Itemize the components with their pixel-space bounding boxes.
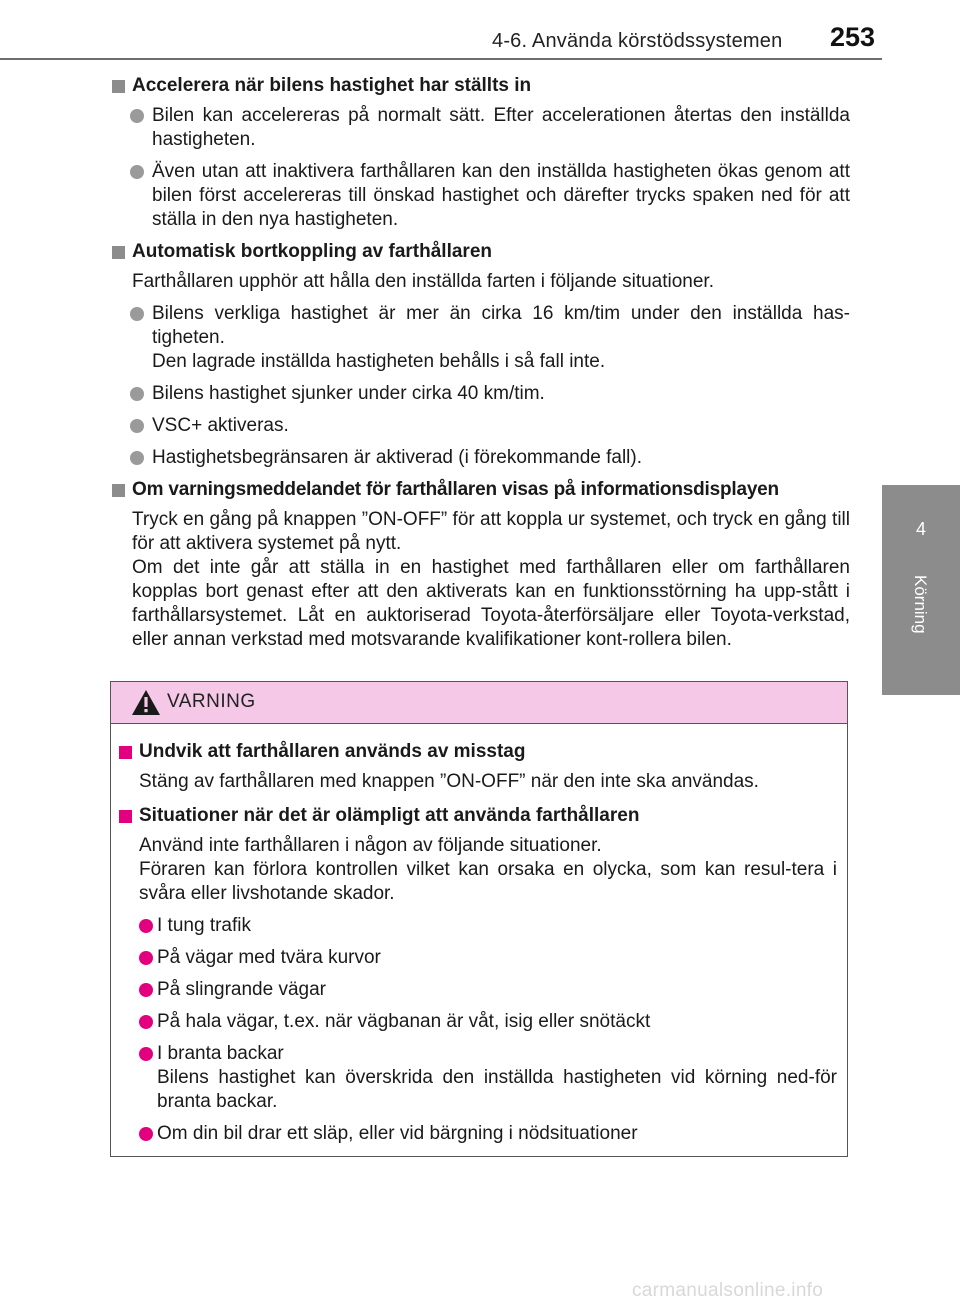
section-heading xyxy=(110,478,850,502)
section-heading xyxy=(110,240,850,264)
list-item xyxy=(111,914,847,938)
circle-bullet-icon xyxy=(130,419,144,433)
header-divider xyxy=(0,58,882,60)
paragraph-text: Föraren kan förlora kontrollen vilket kan orsaka en olycka, som kan resul-tera i svåra eller livshotande skador. xyxy=(139,859,837,904)
circle-bullet-icon xyxy=(139,919,153,933)
chapter-label: Körning xyxy=(911,575,930,634)
circle-bullet-icon xyxy=(130,165,144,179)
warning-triangle-icon xyxy=(131,689,161,716)
list-item xyxy=(111,1010,847,1034)
list-item xyxy=(110,382,850,406)
circle-bullet-icon xyxy=(139,1015,153,1029)
list-item xyxy=(111,946,847,970)
warning-paragraph xyxy=(111,834,847,906)
list-item-text: I branta backar xyxy=(157,1043,284,1064)
list-item-text: På slingrande vägar xyxy=(157,979,326,1000)
list-item-text: På hala vägar, t.ex. när vägbanan är våt, isig eller snötäckt xyxy=(157,1011,651,1032)
square-bullet-icon xyxy=(112,80,125,93)
page-header xyxy=(0,0,960,64)
list-item xyxy=(110,160,850,232)
warning-box xyxy=(110,681,848,1157)
list-item-text: I tung trafik xyxy=(157,915,251,936)
section-paragraph xyxy=(110,508,850,652)
warning-paragraph: Stäng av farthållaren med knappen ”ON-OFF” när den inte ska användas. xyxy=(139,771,759,792)
list-item-note: Den lagrade inställda hastigheten behålls i så fall inte. xyxy=(152,351,606,372)
list-item xyxy=(111,1042,847,1114)
list-item xyxy=(111,1122,847,1146)
chapter-title: 4-6. Använda körstödssystemen xyxy=(492,30,783,52)
list-item xyxy=(110,414,850,438)
watermark: carmanualsonline.info xyxy=(632,1280,824,1301)
circle-bullet-icon xyxy=(130,307,144,321)
circle-bullet-icon xyxy=(130,387,144,401)
page-number: 253 xyxy=(830,22,876,52)
section-title: Accelerera när bilens hastighet har ställts in xyxy=(132,75,532,96)
list-item xyxy=(110,446,850,470)
list-item-text: Bilens hastighet sjunker under cirka 40 km/tim. xyxy=(152,383,545,404)
chapter-number: 4 xyxy=(915,519,926,539)
circle-bullet-icon xyxy=(139,951,153,965)
paragraph-text: Tryck en gång på knappen ”ON-OFF” för att koppla ur systemet, och tryck en gång till för att aktivera systemet på nytt. xyxy=(132,509,850,554)
list-item-text: Bilens verkliga hastighet är mer än cirka 16 km/tim under den inställda has-tigheten. xyxy=(152,303,850,348)
paragraph-text: Använd inte farthållaren i någon av följande situationer. xyxy=(139,835,602,856)
list-item-text: Även utan att inaktivera farthållaren kan den inställda hastigheten ökas genom att bilen först accelereras till önskad hastighet och därefter trycks spaken ned för att ställa in den nya hastigheten. xyxy=(152,161,850,230)
circle-bullet-icon xyxy=(139,1047,153,1061)
square-bullet-icon xyxy=(112,484,125,497)
warning-subheading-text: Situationer när det är olämpligt att använda farthållaren xyxy=(139,805,640,826)
list-item-text: Hastighetsbegränsaren är aktiverad (i förekommande fall). xyxy=(152,447,643,468)
main-content xyxy=(110,74,850,652)
section-title: Om varningsmeddelandet för farthållaren visas på informationsdisplayen xyxy=(132,479,779,500)
chapter-side-tab xyxy=(882,485,960,695)
section-heading xyxy=(110,74,850,98)
list-item xyxy=(110,104,850,152)
section-intro: Farthållaren upphör att hålla den inställda farten i följande situationer. xyxy=(132,271,714,292)
list-item xyxy=(111,978,847,1002)
warning-body xyxy=(111,740,847,1154)
circle-bullet-icon xyxy=(139,983,153,997)
warning-subheading-text: Undvik att farthållaren används av misstag xyxy=(139,741,526,762)
list-item-text: Bilen kan accelereras på normalt sätt. Efter accelerationen återtas den inställda hastigheten. xyxy=(152,105,850,150)
paragraph-text: Om det inte går att ställa in en hastighet med farthållaren eller om farthållaren kopplas bort genast efter att den aktiverats kan en funktionsstörning ha upp-stått i farthållarsystemet. Låt en auktoriserad Toyota-återförsäljare eller Toyota-verkstad, eller annan verkstad med motsvarande kvalifikationer kont-rollera bilen. xyxy=(132,557,850,650)
circle-bullet-icon xyxy=(139,1127,153,1141)
list-item-note: Bilens hastighet kan överskrida den inställda hastigheten vid körning ned-för branta backar. xyxy=(157,1067,837,1112)
warning-title: VARNING xyxy=(167,691,256,712)
warning-subheading xyxy=(111,740,847,764)
circle-bullet-icon xyxy=(130,109,144,123)
warning-header xyxy=(111,682,847,724)
square-bullet-icon xyxy=(119,810,132,823)
list-item-text: Om din bil drar ett släp, eller vid bärgning i nödsituationer xyxy=(157,1123,638,1144)
list-item-text: VSC+ aktiveras. xyxy=(152,415,289,436)
square-bullet-icon xyxy=(119,746,132,759)
list-item xyxy=(110,302,850,374)
list-item-text: På vägar med tvära kurvor xyxy=(157,947,381,968)
circle-bullet-icon xyxy=(130,451,144,465)
section-title: Automatisk bortkoppling av farthållaren xyxy=(132,241,492,262)
warning-subheading xyxy=(111,804,847,828)
square-bullet-icon xyxy=(112,246,125,259)
